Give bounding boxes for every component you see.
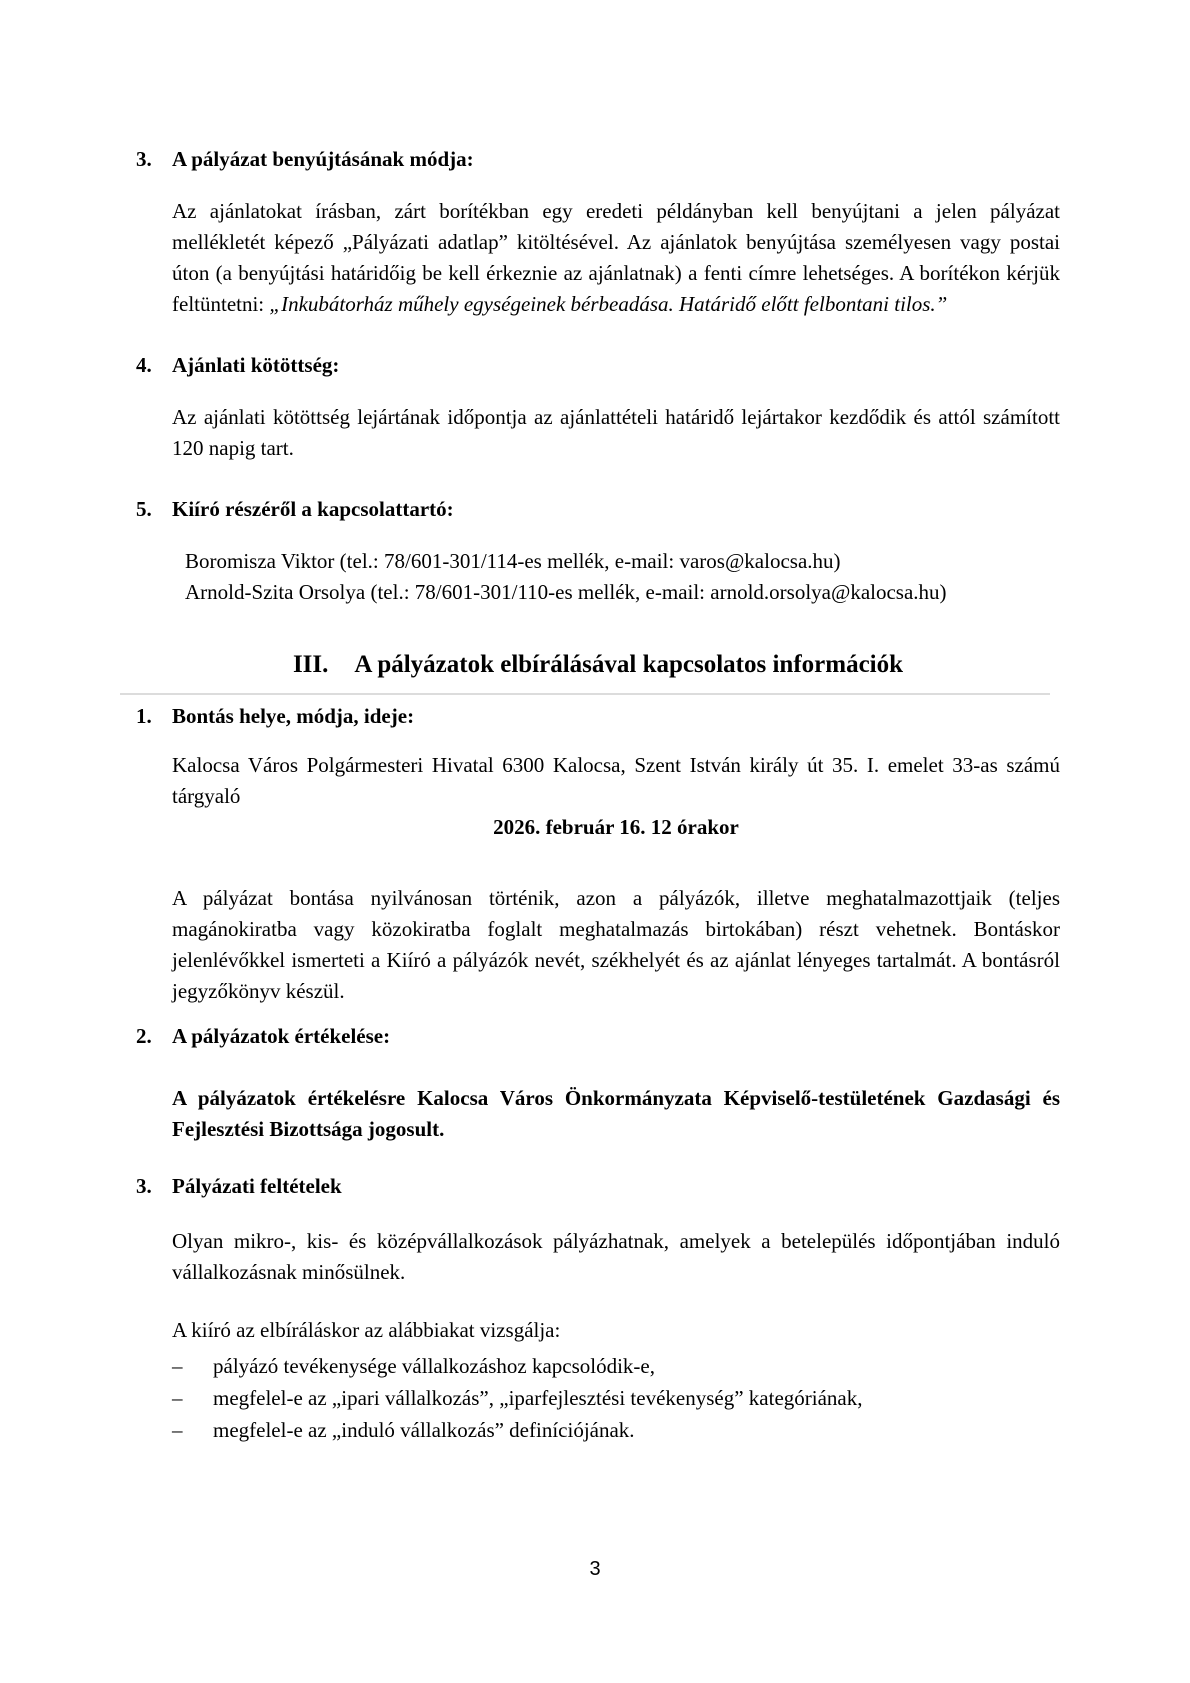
dash-bullet: – [172, 1386, 183, 1410]
heading-evaluation [136, 1021, 1060, 1052]
item-number: 4. [136, 353, 152, 377]
criteria-text: megfelel-e az „ipari vállalkozás”, „iparfejlesztési tevékenység” kategóriának, [213, 1386, 863, 1410]
item-number: 3. [136, 147, 152, 171]
item-title: Bontás helye, módja, ideje: [172, 704, 415, 728]
item-number: 1. [136, 704, 152, 728]
page-number: 3 [589, 1558, 601, 1580]
envelope-label-text: „Inkubátorház műhely egységeinek bérbeadása. Határidő előtt felbontani tilos.” [269, 292, 948, 316]
item-title: A pályázat benyújtásának módja: [172, 147, 474, 171]
section-number: III. [292, 651, 329, 678]
heading-bid-validity [136, 350, 1060, 381]
item-number: 5. [136, 497, 152, 521]
heading-contact-persons [136, 494, 1060, 525]
contact-line: Arnold-Szita Orsolya (tel.: 78/601-301/110-es mellék, e-mail: arnold.orsolya@kalocsa.hu) [185, 580, 947, 604]
criteria-item [172, 1414, 1060, 1446]
dash-bullet: – [172, 1418, 183, 1442]
conditions-paragraph: Olyan mikro-, kis- és középvállalkozások pályázhatnak, amelyek a betelepülés időpontjában induló vállalkozásnak minősülnek. [172, 1229, 1060, 1284]
criteria-item [172, 1350, 1060, 1382]
section-iii-heading [136, 646, 1060, 684]
criteria-text: megfelel-e az „induló vállalkozás” definíciójának. [213, 1418, 635, 1442]
criteria-intro: A kiíró az elbíráláskor az alábbiakat vizsgálja: [172, 1318, 561, 1342]
criteria-text: pályázó tevékenysége vállalkozáshoz kapcsolódik-e, [213, 1354, 655, 1378]
section-divider [120, 693, 1050, 695]
heading-conditions [136, 1171, 1060, 1202]
contact-list [185, 546, 1060, 608]
bid-submission-text: Az ajánlatokat írásban, zárt borítékban egy eredeti példányban kell benyújtani a jelen pályázat mellékletét képező „Pályázati adatlap” kitöltésével. Az ajánlatok benyújtása személyesen vagy postai úton (a benyújtási határidőig be kell érkeznie az ajánlatnak) a fenti címre lehetséges. A borítékon kérjük feltüntetni: [172, 199, 1060, 316]
opening-datetime: 2026. február 16. 12 órakor [493, 815, 739, 839]
section-title: A pályázatok elbírálásával kapcsolatos információk [354, 651, 904, 678]
dash-bullet: – [172, 1354, 183, 1378]
bid-validity-paragraph: Az ajánlati kötöttség lejártának időpontja az ajánlattételi határidő lejártakor kezdődik és attól számított 120 napig tart. [172, 405, 1060, 460]
opening-location: Kalocsa Város Polgármesteri Hivatal 6300 Kalocsa, Szent István király út 35. I. emelet 33-as számú tárgyaló [172, 753, 1060, 808]
evaluation-paragraph: A pályázatok értékelésre Kalocsa Város Önkormányzata Képviselő-testületének Gazdasági és Fejlesztési Bizottsága jogosult. [172, 1086, 1060, 1141]
opening-paragraph: A pályázat bontása nyilvánosan történik, azon a pályázók, illetve meghatalmazottjaik (teljes magánokiratba vagy közokiratba foglalt meghatalmazás birtokában) részt vehetnek. Bontáskor jelenlévőkkel ismerteti a Kiíró a pályázók nevét, székhelyét és az ajánlat lényeges tartalmát. A bontásról jegyzőkönyv készül. [172, 886, 1060, 1003]
item-title: Pályázati feltételek [172, 1174, 342, 1198]
bid-submission-paragraph [172, 196, 1060, 320]
item-title: Kiíró részéről a kapcsolattartó: [172, 497, 454, 521]
criteria-list [172, 1350, 1060, 1446]
item-title: Ajánlati kötöttség: [172, 353, 340, 377]
item-number: 3. [136, 1174, 152, 1198]
contact-line: Boromisza Viktor (tel.: 78/601-301/114-es mellék, e-mail: varos@kalocsa.hu) [185, 549, 841, 573]
heading-opening [136, 701, 1060, 732]
heading-bid-submission [136, 144, 1060, 175]
criteria-item [172, 1382, 1060, 1414]
item-title: A pályázatok értékelése: [172, 1024, 391, 1048]
item-number: 2. [136, 1024, 152, 1048]
